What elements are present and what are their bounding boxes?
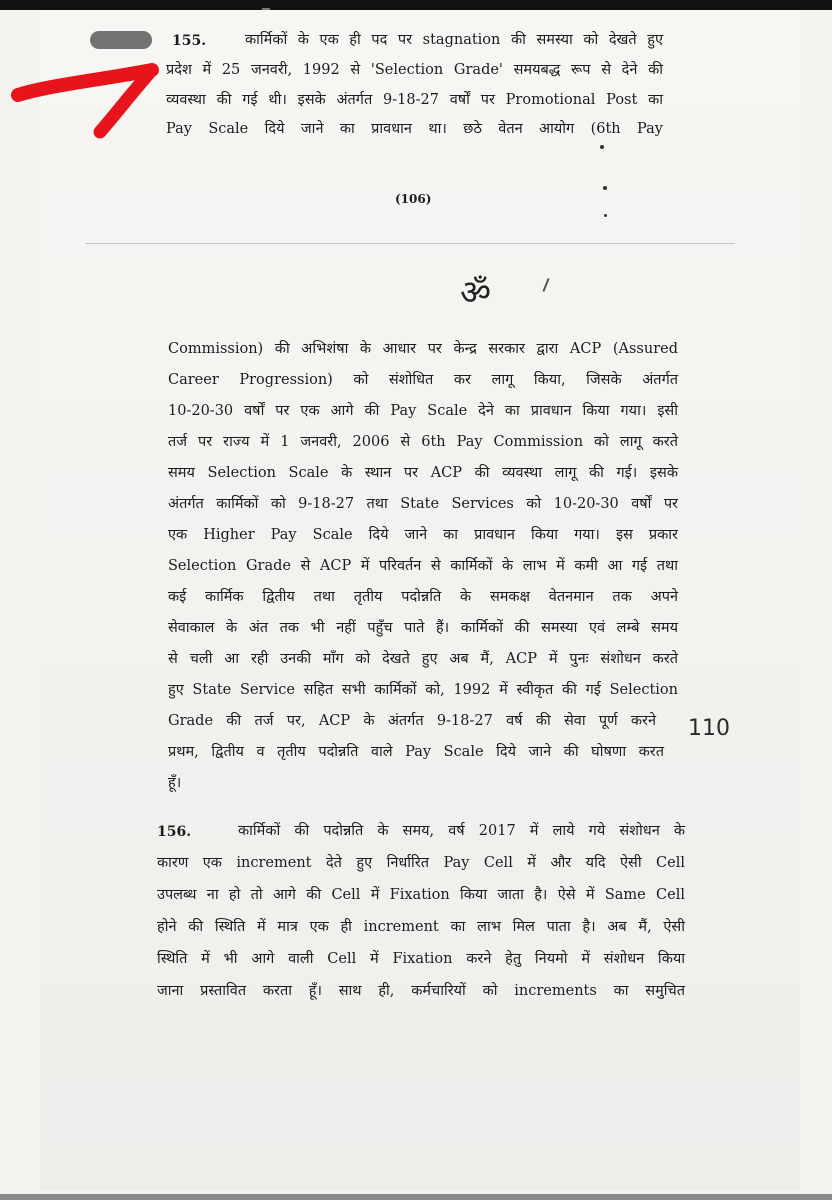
text-line: Career Progression) को संशोधित कर लागू किया, जिसके अंतर्गत [168, 372, 678, 388]
text-line: समय Selection Scale के स्थान पर ACP की व्यवस्था लागू की गई। इसके [168, 465, 678, 481]
text-line: जाना प्रस्तावित करता हूँ। साथ ही, कर्मचारियों को increments का समुचित [157, 983, 685, 999]
text-line: 10-20-30 वर्षों पर एक आगे की Pay Scale देने का प्रावधान किया गया। इसी [168, 403, 678, 419]
speck [604, 214, 607, 217]
text-line: से चली आ रही उनकी माँग को देखते हुए अब मैं, ACP में पुनः संशोधन करते [168, 651, 678, 667]
text-line: कार्मिकों की पदोन्नति के समय, वर्ष 2017 में लाये गये संशोधन के [238, 823, 685, 839]
text-line: हुए State Service सहित सभी कार्मिकों को, 1992 में स्वीकृत की गई Selection [168, 682, 678, 698]
text-line: स्थिति में भी आगे वाली Cell में Fixation करने हेतु नियमो में संशोधन किया [157, 951, 685, 967]
margin-number: 110 [688, 716, 730, 741]
page-divider [85, 243, 735, 244]
speck [600, 145, 604, 149]
text-line: सेवाकाल के अंत तक भी नहीं पहुँच पाते हैं। कार्मिकों की समस्या एवं लम्बे समय [168, 620, 678, 636]
top-bar [0, 0, 832, 10]
paragraph-number: 156. [157, 824, 192, 840]
text-line: प्रथम, द्वितीय व तृतीय पदोन्नति वाले Pay Scale दिये जाने की घोषणा करत [168, 744, 664, 760]
text-line: Selection Grade से ACP में परिवर्तन से कार्मिकों के लाभ में कमी आ गई तथा [168, 558, 678, 574]
text-line: कई कार्मिक द्वितीय तथा तृतीय पदोन्नति के समकक्ष वेतनमान तक अपने [168, 589, 678, 605]
text-line: एक Higher Pay Scale दिये जाने का प्रावधान किया गया। इस प्रकार [168, 527, 678, 543]
text-line: हूँ। [168, 775, 182, 791]
text-line: तर्ज पर राज्य में 1 जनवरी, 2006 से 6th Pay Commission को लागू करते [168, 434, 678, 450]
text-line: प्रदेश में 25 जनवरी, 1992 से 'Selection Grade' समयबद्ध रूप से देने की [166, 62, 663, 78]
page-number: (106) [395, 192, 432, 206]
text-line: अंतर्गत कार्मिकों को 9-18-27 तथा State Services को 10-20-30 वर्षों पर [168, 496, 678, 512]
text-line: व्यवस्था की गई थी। इसके अंतर्गत 9-18-27 वर्षों पर Promotional Post का [166, 92, 663, 108]
text-line: Grade की तर्ज पर, ACP के अंतर्गत 9-18-27 वर्ष की सेवा पूर्ण करने [168, 713, 656, 729]
text-line: Pay Scale दिये जाने का प्रावधान था। छठे वेतन आयोग (6th Pay [166, 121, 663, 137]
text-line: Commission) की अभिशंषा के आधार पर केन्द्र सरकार द्वारा ACP (Assured [168, 341, 678, 357]
om-symbol: ॐ [460, 273, 492, 313]
text-line: होने की स्थिति में मात्र एक ही increment का लाभ मिल पाता है। अब मैं, ऐसी [157, 919, 685, 935]
bottom-bar [0, 1194, 832, 1200]
text-line: कारण एक increment देते हुए निर्धारित Pay Cell में और यदि ऐसी Cell [157, 855, 685, 871]
text-line: कार्मिकों के एक ही पद पर stagnation की समस्या को देखते हुए [245, 32, 663, 48]
speck [603, 186, 607, 190]
paragraph-number: 155. [172, 33, 207, 49]
text-line: उपलब्ध ना हो तो आगे की Cell में Fixation किया जाता है। ऐसे में Same Cell [157, 887, 685, 903]
red-arrow-icon [0, 40, 170, 150]
